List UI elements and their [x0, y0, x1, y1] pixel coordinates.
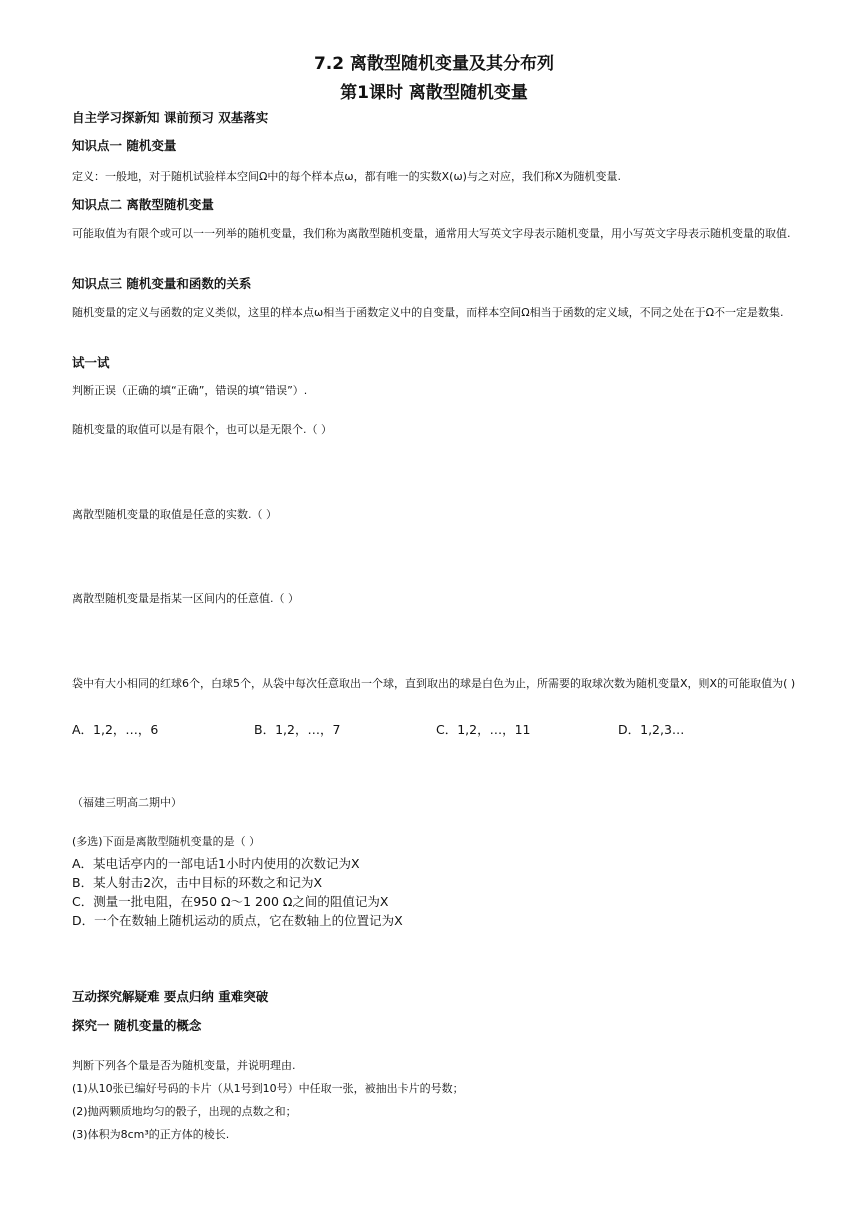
true-false-question-3: 离散型随机变量是指某一区间内的任意值.（ ）: [72, 592, 299, 605]
multi-option-a: A．某电话亭内的一部电话1小时内使用的次数记为X: [72, 856, 360, 871]
explore-item-1: (1)从10张已编好号码的卡片（从1号到10号）中任取一张，被抽出卡片的号数；: [72, 1082, 464, 1095]
knowledge-point-3-heading: 知识点三 随机变量和函数的关系: [72, 276, 252, 291]
explore-1-heading: 探究一 随机变量的概念: [72, 1018, 202, 1033]
bag-question: 袋中有大小相同的红球6个，白球5个，从袋中每次任意取出一个球，直到取出的球是白色为止，所需要的取球次数为随机变量X，则X的可能取值为( ): [72, 677, 796, 690]
multi-option-c: C．测量一批电阻，在950 Ω～1 200 Ω之间的阻值记为X: [72, 894, 389, 909]
page-title: 7.2 离散型随机变量及其分布列: [313, 54, 555, 74]
multi-option-d: D．一个在数轴上随机运动的质点，它在数轴上的位置记为X: [72, 913, 403, 928]
multi-option-b: B．某人射击2次，击中目标的环数之和记为X: [72, 875, 323, 890]
option-b: B．1,2，…，7: [254, 722, 341, 737]
true-false-question-2: 离散型随机变量的取值是任意的实数.（ ）: [72, 508, 277, 521]
multi-choice-stem: (多选)下面是离散型随机变量的是（ ）: [72, 835, 261, 848]
option-d: D．1,2,3…: [618, 722, 685, 737]
bag-options: [72, 723, 800, 737]
try-heading: 试一试: [72, 355, 110, 370]
knowledge-point-2-text: 可能取值为有限个或可以一一列举的随机变量，我们称为离散型随机变量，通常用大写英文字母表示随机变量，用小写英文字母表示随机变量的取值.: [72, 227, 791, 240]
question-source: （福建三明高二期中）: [72, 796, 182, 809]
section-heading-preview: 自主学习探新知 课前预习 双基落实: [72, 110, 269, 125]
explore-1-intro: 判断下列各个量是否为随机变量，并说明理由.: [72, 1059, 296, 1072]
section-heading-explore: 互动探究解疑难 要点归纳 重难突破: [72, 989, 269, 1004]
knowledge-point-3-text: 随机变量的定义与函数的定义类似，这里的样本点ω相当于函数定义中的自变量，而样本空间Ω相当于函数的定义域，不同之处在于Ω不一定是数集.: [72, 306, 784, 319]
true-false-question-1: 随机变量的取值可以是有限个，也可以是无限个.（ ）: [72, 423, 332, 436]
try-instruction: 判断正误（正确的填“正确”，错误的填“错误”）.: [72, 384, 308, 397]
option-c: C．1,2，…，11: [436, 722, 531, 737]
knowledge-point-1-heading: 知识点一 随机变量: [72, 138, 177, 153]
page-subtitle: 第1课时 离散型随机变量: [340, 83, 528, 103]
explore-item-3: (3)体积为8cm³的正方体的棱长.: [72, 1128, 230, 1141]
knowledge-point-2-heading: 知识点二 离散型随机变量: [72, 197, 214, 212]
option-a: A．1,2，…，6: [72, 722, 159, 737]
knowledge-point-1-text: 定义：一般地，对于随机试验样本空间Ω中的每个样本点ω，都有唯一的实数X(ω)与之对应，我们称X为随机变量.: [72, 170, 621, 183]
explore-item-2: (2)抛两颗质地均匀的骰子，出现的点数之和；: [72, 1105, 297, 1118]
